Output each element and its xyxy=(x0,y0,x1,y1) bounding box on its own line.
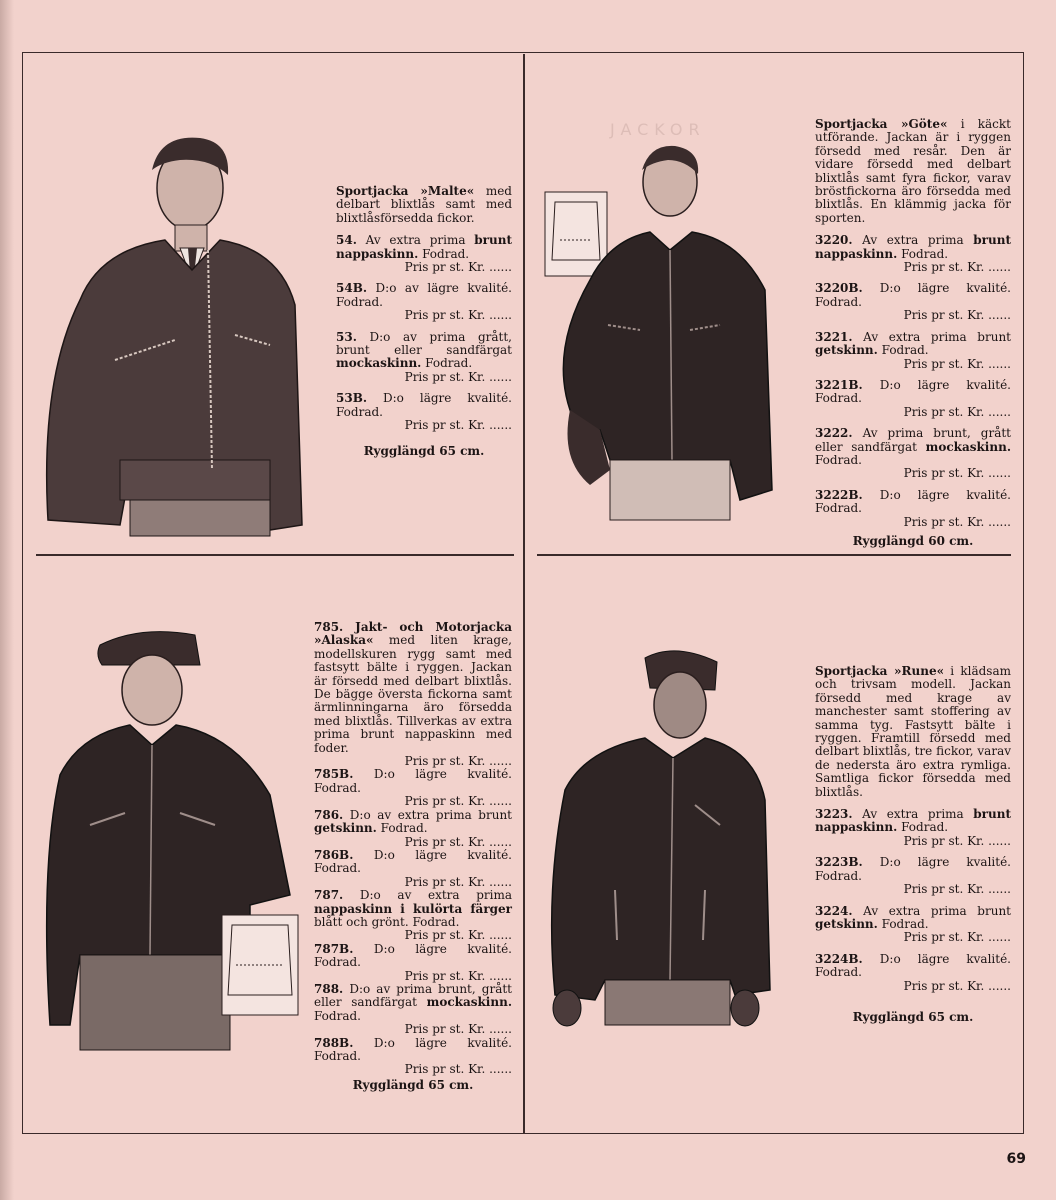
list-item: 54B. D:o av lägre kvalité. Fodrad. xyxy=(336,281,512,309)
jacket-alaska-illustration xyxy=(40,625,302,1055)
list-item: 3220B. D:o lägre kvalité. Fodrad. xyxy=(815,281,1011,309)
list-item: 787B. D:o lägre kvalité. Fodrad. xyxy=(314,941,512,970)
list-item: 3220. Av extra prima brunt nappaskinn. Fodrad. xyxy=(815,233,1011,261)
list-item: 3224B. D:o lägre kvalité. Fodrad. xyxy=(815,951,1011,980)
price-line: Pris pr st. Kr. ...... xyxy=(404,260,512,275)
price-line: Pris pr st. Kr. ...... xyxy=(903,260,1011,275)
list-item: 54. Av extra prima brunt nappaskinn. Fodrad. xyxy=(336,233,512,261)
list-item: 3221. Av extra prima brunt getskinn. Fodrad. xyxy=(815,329,1011,358)
price-line: Pris pr st. Kr. ...... xyxy=(903,308,1011,323)
price-line: Pris pr st. Kr. ...... xyxy=(404,834,512,849)
price-line: Pris pr st. Kr. ...... xyxy=(404,968,512,983)
jacket-malte-illustration xyxy=(40,130,310,540)
price-line: Pris pr st. Kr. ...... xyxy=(903,882,1011,897)
back-length: Rygglängd 65 cm. xyxy=(352,1077,474,1092)
list-item: 787. D:o av extra prima nappaskinn i kulörta färger blått och grönt. Fodrad. xyxy=(314,888,512,929)
list-item: 788. D:o av prima brunt, grått eller sandfärgat mockaskinn. Fodrad. xyxy=(314,981,512,1023)
bleed-through-text: JACKOR xyxy=(610,120,706,139)
price-line: Pris pr st. Kr. ...... xyxy=(404,874,512,889)
back-length: Rygglängd 60 cm. xyxy=(852,533,974,548)
jacket-gote-illustration xyxy=(540,140,780,525)
product-malte-text xyxy=(336,185,512,466)
row-divider-left xyxy=(36,554,514,556)
jacket-rune-illustration xyxy=(545,640,775,1040)
page-edge-shadow xyxy=(0,0,14,1200)
list-item: 786. D:o av extra prima brunt getskinn. Fodrad. xyxy=(314,807,512,836)
list-item: 3222B. D:o lägre kvalité. Fodrad. xyxy=(815,487,1011,516)
product-intro: Sportjacka »Göte« i käckt utförande. Jackan är i ryggen försedd med resår. Den är vidare försedd med delbart blixtlås samt fyra fickor, varav bröstfickorna äro försedda med blixtlås. En klämmig jacka för sporten. xyxy=(815,117,1011,225)
price-line: Pris pr st. Kr. ...... xyxy=(404,754,512,769)
back-length: Rygglängd 65 cm. xyxy=(363,443,485,458)
list-item: 785B. D:o lägre kvalité. Fodrad. xyxy=(314,767,512,795)
list-item: 53B. D:o lägre kvalité. Fodrad. xyxy=(336,391,512,419)
product-alaska-text xyxy=(314,621,512,1100)
price-line: Pris pr st. Kr. ...... xyxy=(404,928,512,943)
price-line: Pris pr st. Kr. ...... xyxy=(404,308,512,323)
product-intro: Sportjacka »Malte« med delbart blixtlås samt med blixtlåsförsedda fickor. xyxy=(336,184,512,225)
product-intro: 785. Jakt- och Motorjacka »Alaska« med liten krage, modellskuren rygg samt med fastsytt bälte i ryggen. Jackan är försedd med delbart blixtlås. De bägge översta fickorna samt ärmlinningarna äro försedda med blixtlås. Tillverkas av extra prima brunt nappaskinn med foder. xyxy=(314,620,512,755)
product-intro: Sportjacka »Rune« i klädsam och trivsam modell. Jackan försedd med krage av manchester samt stoffering av samma tyg. Fastsytt bälte i ryggen. Framtill försedd med delbart blixtlås, tre fickor, varav de nedersta äro extra rymliga. Samtliga fickor försedda med blixtlås. xyxy=(815,664,1011,799)
list-item: 53. D:o av prima grått, brunt eller sandfärgat mockaskinn. Fodrad. xyxy=(336,329,512,371)
page-number: 69 xyxy=(1006,1151,1026,1167)
product-rune-text xyxy=(815,665,1011,1032)
price-line: Pris pr st. Kr. ...... xyxy=(903,978,1011,993)
price-line: Pris pr st. Kr. ...... xyxy=(404,418,512,433)
list-item: 3222. Av prima brunt, grått eller sandfärgat mockaskinn. Fodrad. xyxy=(815,426,1011,467)
price-line: Pris pr st. Kr. ...... xyxy=(404,1022,512,1037)
list-item: 786B. D:o lägre kvalité. Fodrad. xyxy=(314,847,512,876)
price-line: Pris pr st. Kr. ...... xyxy=(903,404,1011,419)
list-item: 3221B. D:o lägre kvalité. Fodrad. xyxy=(815,377,1011,406)
list-item: 3224. Av extra prima brunt getskinn. Fodrad. xyxy=(815,903,1011,931)
price-line: Pris pr st. Kr. ...... xyxy=(903,356,1011,371)
product-gote-text xyxy=(815,118,1011,556)
list-item: 3223B. D:o lägre kvalité. Fodrad. xyxy=(815,855,1011,883)
price-line: Pris pr st. Kr. ...... xyxy=(404,1062,512,1077)
price-line: Pris pr st. Kr. ...... xyxy=(903,833,1011,848)
list-item: 788B. D:o lägre kvalité. Fodrad. xyxy=(314,1035,512,1063)
price-line: Pris pr st. Kr. ...... xyxy=(404,369,512,384)
back-length: Rygglängd 65 cm. xyxy=(852,1009,974,1024)
list-item: 3223. Av extra prima brunt nappaskinn. Fodrad. xyxy=(815,807,1011,835)
price-line: Pris pr st. Kr. ...... xyxy=(903,466,1011,481)
price-line: Pris pr st. Kr. ...... xyxy=(903,514,1011,529)
column-divider xyxy=(523,54,525,1134)
price-line: Pris pr st. Kr. ...... xyxy=(903,930,1011,945)
price-line: Pris pr st. Kr. ...... xyxy=(404,794,512,809)
